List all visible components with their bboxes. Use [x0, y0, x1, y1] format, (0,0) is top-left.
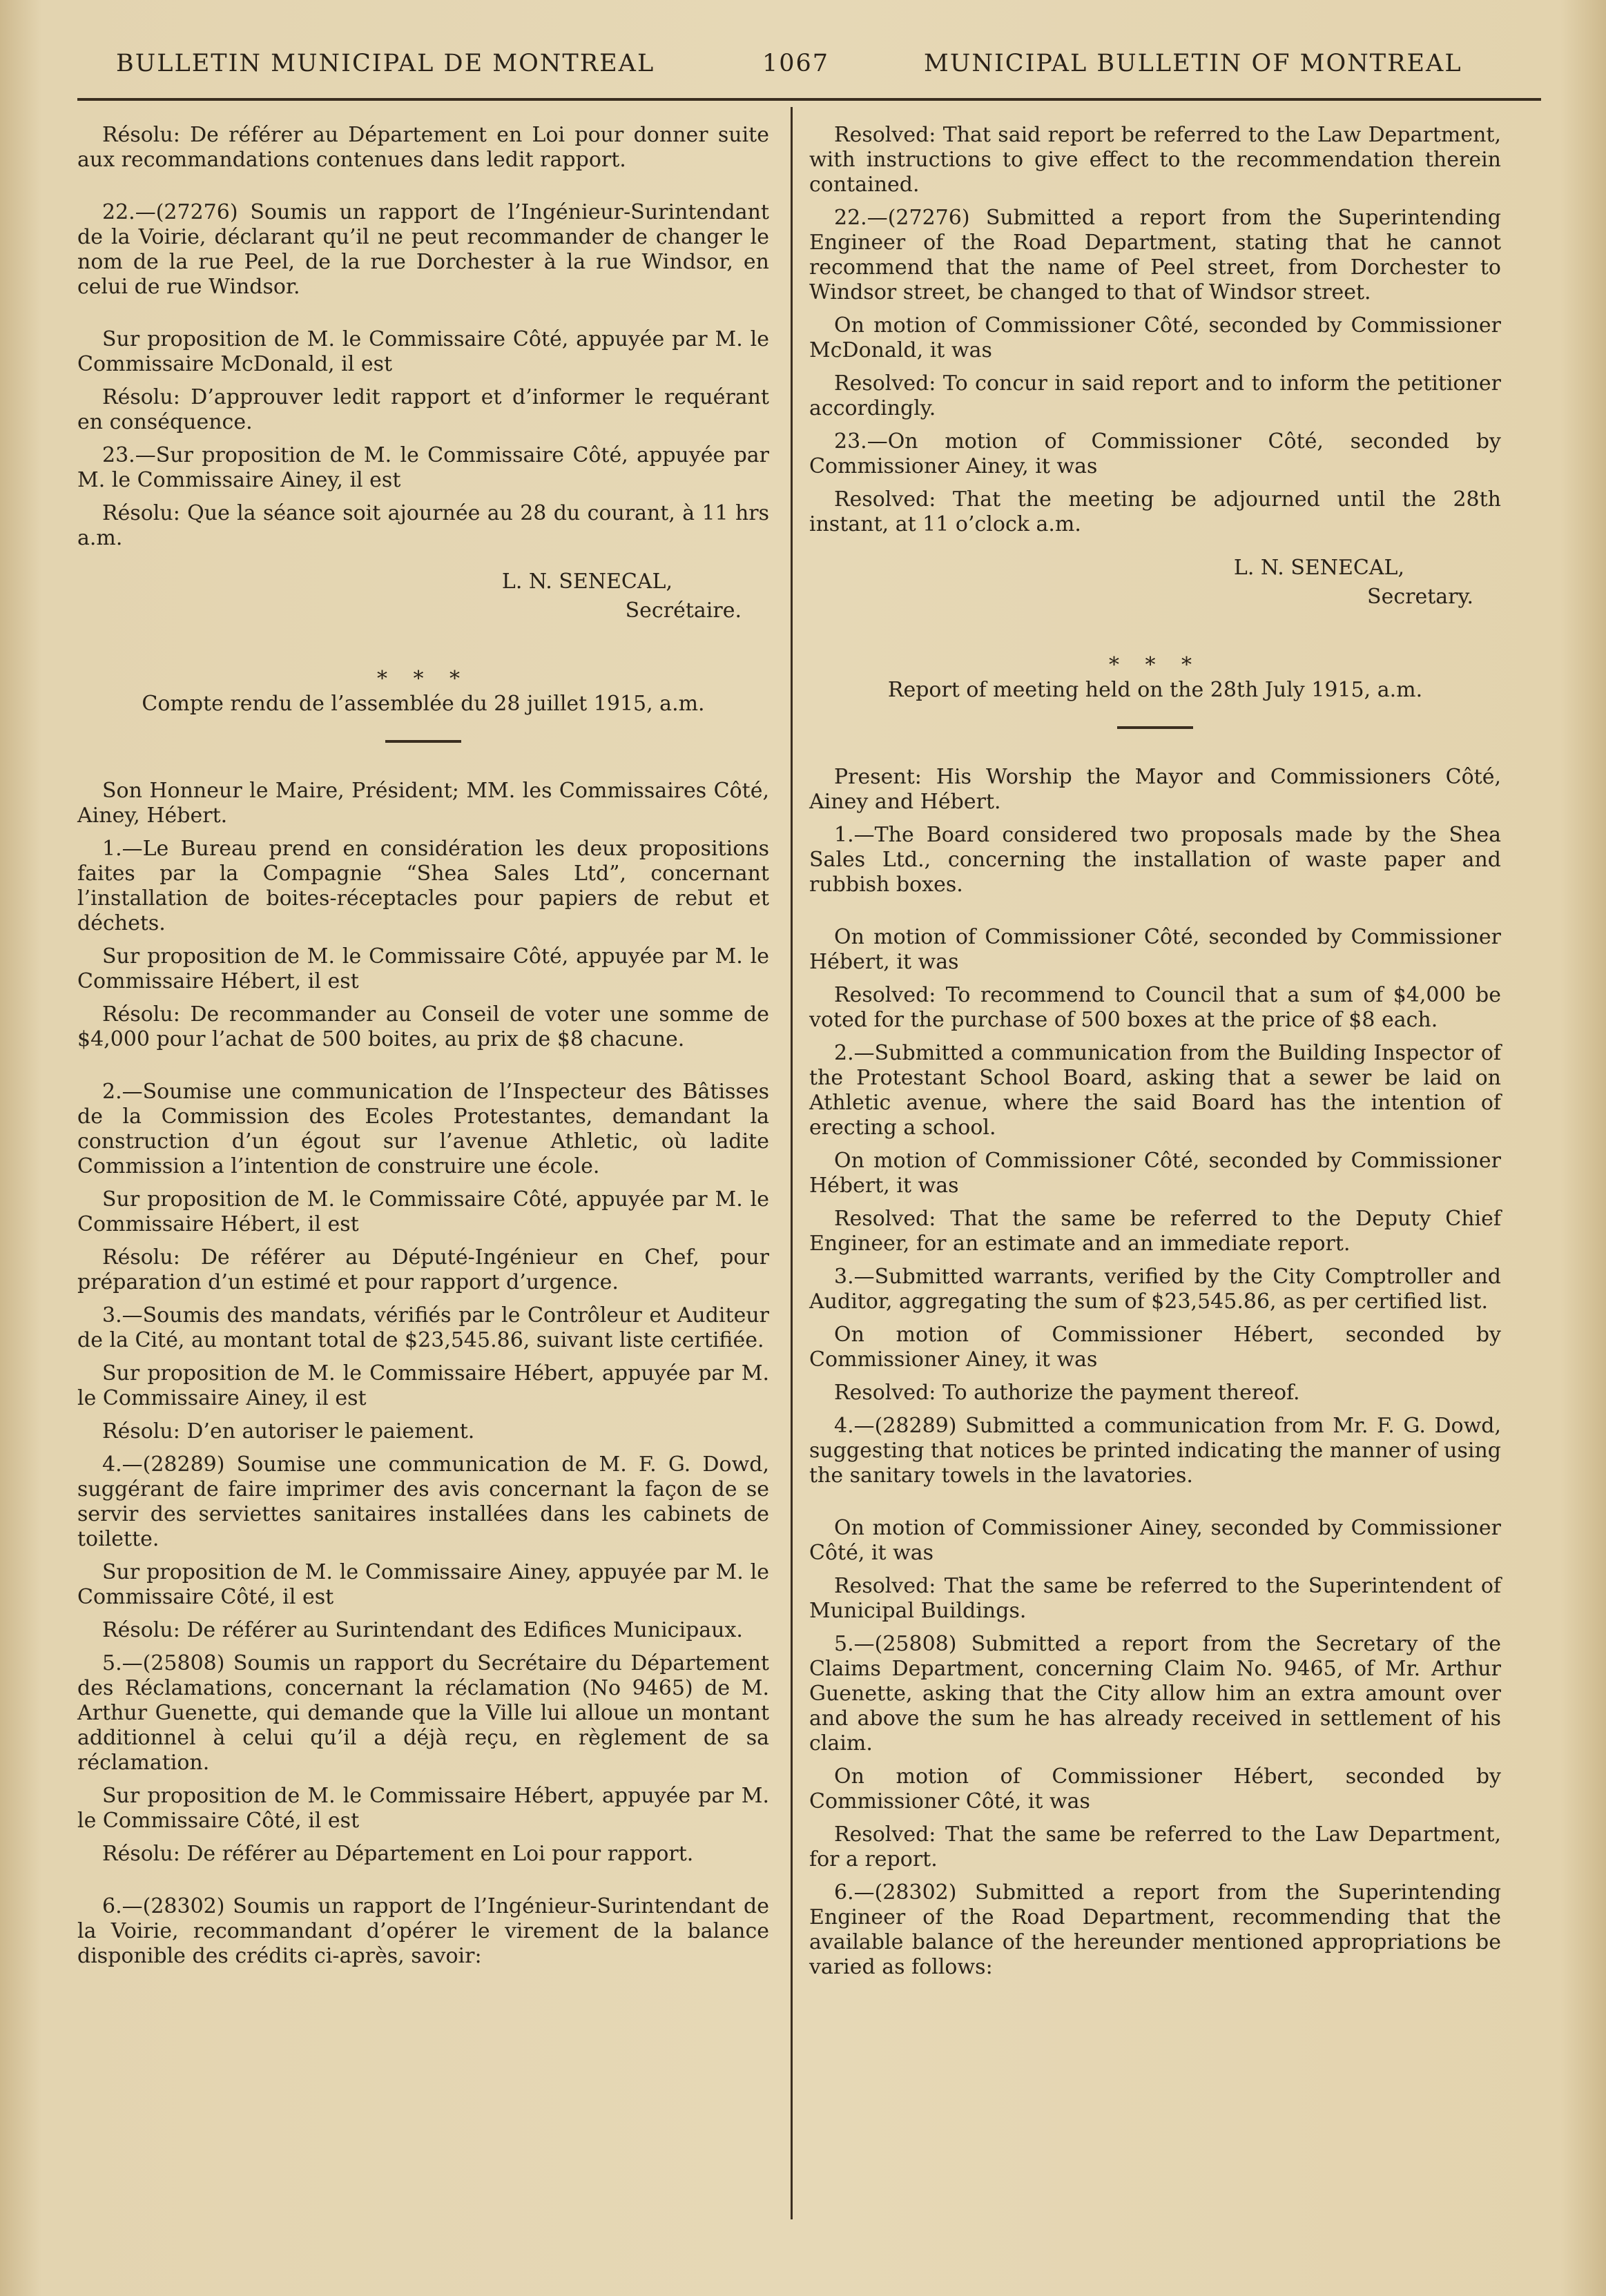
en-paragraph: Resolved: That the same be referred to the Deputy Chief Engineer, for an estimate and an immediate report. [809, 1207, 1501, 1256]
en-paragraph: Present: His Worship the Mayor and Commissioners Côté, Ainey and Hébert. [809, 765, 1501, 814]
fr-paragraph: 5.—(25808) Soumis un rapport du Secrétaire du Département des Réclamations, concernant la réclamation (No 9465) de M. Arthur Guenette, qui demande que la Ville lui alloue un montant additionnel à celui qu’il a déjà reçu, en règlement de sa réclamation. [77, 1651, 769, 1775]
en-paragraph: Resolved: That the same be referred to the Superintendent of Municipal Buildings. [809, 1574, 1501, 1623]
en-paragraph: Resolved: That said report be referred to the Law Department, with instructions to give effect to the recommendation therein contained. [809, 123, 1501, 197]
fr-paragraph: Résolu: De référer au Député-Ingénieur en Chef, pour préparation d’un estimé et pour rapport d’urgence. [77, 1245, 769, 1294]
fr-paragraph: Résolu: D’en autoriser le paiement. [102, 1419, 475, 1443]
fr-signature [77, 567, 769, 625]
en-section-divider: * * * [1108, 653, 1202, 677]
en-signature-title: Secretary. [1367, 585, 1473, 609]
en-paragraph: On motion of Commissioner Ainey, seconded by Commissioner Côté, it was [809, 1516, 1501, 1565]
fr-paragraph: Résolu: De référer au Département en Loi pour donner suite aux recommandations contenues dans ledit rapport. [77, 123, 769, 172]
fr-paragraph: Sur proposition de M. le Commissaire Côté, appuyée par M. le Commissaire McDonald, il est [77, 327, 769, 376]
en-paragraph: 22.—(27276) Submitted a report from the Superintending Engineer of the Road Department, stating that he cannot recommend that the name of Peel street, from Dorchester to Windsor street, be changed to that of Windsor street. [809, 206, 1501, 304]
en-paragraph: On motion of Commissioner Côté, seconded by Commissioner Hébert, it was [809, 1149, 1501, 1198]
en-paragraph: 3.—Submitted warrants, verified by the City Comptroller and Auditor, aggregating the sum of $23,545.86, as per certified list. [809, 1265, 1501, 1314]
fr-paragraph: 23.—Sur proposition de M. le Commissaire Côté, appuyée par M. le Commissaire Ainey, il est [77, 443, 769, 492]
fr-signature-name: L. N. SENECAL, [501, 570, 673, 594]
fr-paragraph: Sur proposition de M. le Commissaire Côté, appuyée par M. le Commissaire Hébert, il est [77, 1187, 769, 1236]
header-rule [77, 98, 1541, 101]
header-english-title: MUNICIPAL BULLETIN OF MONTREAL [924, 50, 1462, 77]
fr-signature-title: Secrétaire. [625, 599, 742, 623]
fr-paragraph: 2.—Soumise une communication de l’Inspecteur des Bâtisses de la Commission des Ecoles Protestantes, demandant la construction d’un égout sur l’avenue Athletic, où ladite Commission a l’intention de construire une école. [77, 1080, 769, 1178]
en-paragraph: 2.—Submitted a communication from the Building Inspector of the Protestant School Board, asking that a sewer be laid on Athletic avenue, where the said Board has the intention of erecting a school. [809, 1041, 1501, 1140]
en-paragraph: Resolved: To authorize the payment thereof. [834, 1381, 1300, 1405]
en-paragraph: Resolved: That the same be referred to the Law Department, for a report. [809, 1822, 1501, 1871]
fr-title-rule [385, 740, 461, 743]
fr-paragraph: 22.—(27276) Soumis un rapport de l’Ingénieur-Surintendant de la Voirie, déclarant qu’il ne peut recommander de changer le nom de la rue Peel, de la rue Dorchester à la rue Windsor, en celui de rue Windsor. [77, 200, 769, 299]
fr-paragraph: 3.—Soumis des mandats, vérifiés par le Contrôleur et Auditeur de la Cité, au montant total de $23,545.86, suivant liste certifiée. [77, 1303, 769, 1352]
french-column [77, 123, 769, 1977]
header-french-title: BULLETIN MUNICIPAL DE MONTREAL [116, 50, 655, 77]
en-paragraph: 1.—The Board considered two proposals made by the Shea Sales Ltd., concerning the installation of waste paper and rubbish boxes. [809, 823, 1501, 897]
fr-paragraph: 6.—(28302) Soumis un rapport de l’Ingénieur-Surintendant de la Voirie, recommandant d’opérer le virement de la balance disponible des crédits ci-après, savoir: [77, 1894, 769, 1968]
english-column [809, 123, 1501, 1988]
en-signature-name: L. N. SENECAL, [1233, 556, 1404, 580]
en-meeting-title: Report of meeting held on the 28th July 1915, a.m. [887, 678, 1423, 702]
en-paragraph: 4.—(28289) Submitted a communication from Mr. F. G. Dowd, suggesting that notices be printed indicating the manner of using the sanitary towels in the lavatories. [809, 1414, 1501, 1488]
page-header [0, 43, 1606, 84]
fr-paragraph: 1.—Le Bureau prend en considération les deux propositions faites par la Compagnie “Shea Sales Ltd”, concernant l’installation de boites-réceptacles pour papiers de rebut et déchets. [77, 837, 769, 935]
fr-paragraph: Son Honneur le Maire, Président; MM. les Commissaires Côté, Ainey, Hébert. [77, 779, 769, 828]
fr-paragraph: Résolu: De référer au Département en Loi pour rapport. [102, 1842, 694, 1866]
en-paragraph: 5.—(25808) Submitted a report from the Secretary of the Claims Department, concerning Claim No. 9465, of Mr. Arthur Guenette, asking that the City allow him an extra amount over and above the sum he has already received in settlement of his claim. [809, 1632, 1501, 1755]
fr-paragraph: Résolu: De référer au Surintendant des Edifices Municipaux. [102, 1618, 743, 1642]
en-paragraph: On motion of Commissioner Côté, seconded by Commissioner Hébert, it was [809, 925, 1501, 974]
en-paragraph: Resolved: To recommend to Council that a sum of $4,000 be voted for the purchase of 500 boxes at the price of $8 each. [809, 983, 1501, 1032]
page-number: 1067 [762, 50, 830, 77]
fr-paragraph: Sur proposition de M. le Commissaire Hébert, appuyée par M. le Commissaire Ainey, il est [77, 1361, 769, 1410]
en-paragraph: 6.—(28302) Submitted a report from the Superintending Engineer of the Road Department, recommending that the available balance of the hereunder mentioned appropriations be varied as follows: [809, 1880, 1501, 1979]
en-title-rule [1117, 726, 1193, 729]
en-paragraph: On motion of Commissioner Hébert, seconded by Commissioner Ainey, it was [809, 1323, 1501, 1372]
column-separator [791, 107, 793, 2219]
en-paragraph: Resolved: That the meeting be adjourned until the 28th instant, at 11 o’clock a.m. [809, 487, 1501, 536]
en-paragraph: On motion of Commissioner Côté, seconded by Commissioner McDonald, it was [809, 313, 1501, 362]
fr-paragraph: Résolu: D’approuver ledit rapport et d’informer le requérant en conséquence. [77, 385, 769, 434]
fr-paragraph: Sur proposition de M. le Commissaire Côté, appuyée par M. le Commissaire Hébert, il est [77, 944, 769, 993]
fr-paragraph: Sur proposition de M. le Commissaire Hébert, appuyée par M. le Commissaire Côté, il est [77, 1784, 769, 1833]
fr-paragraph: Résolu: De recommander au Conseil de voter une somme de $4,000 pour l’achat de 500 boites, au prix de $8 chacune. [77, 1002, 769, 1051]
fr-paragraph: Résolu: Que la séance soit ajournée au 28 du courant, à 11 hrs a.m. [77, 501, 769, 550]
en-paragraph: On motion of Commissioner Hébert, seconded by Commissioner Côté, it was [809, 1764, 1501, 1813]
fr-meeting-title: Compte rendu de l’assemblée du 28 juillet 1915, a.m. [142, 692, 705, 716]
en-paragraph: Resolved: To concur in said report and to inform the petitioner accordingly. [809, 371, 1501, 420]
fr-paragraph: 4.—(28289) Soumise une communication de M. F. G. Dowd, suggérant de faire imprimer des avis concernant la façon de se servir des serviettes sanitaires installées dans les cabinets de toilette. [77, 1452, 769, 1551]
en-paragraph: 23.—On motion of Commissioner Côté, seconded by Commissioner Ainey, it was [809, 429, 1501, 478]
en-signature [809, 554, 1501, 612]
fr-section-divider: * * * [376, 667, 470, 691]
fr-paragraph: Sur proposition de M. le Commissaire Ainey, appuyée par M. le Commissaire Côté, il est [77, 1560, 769, 1609]
